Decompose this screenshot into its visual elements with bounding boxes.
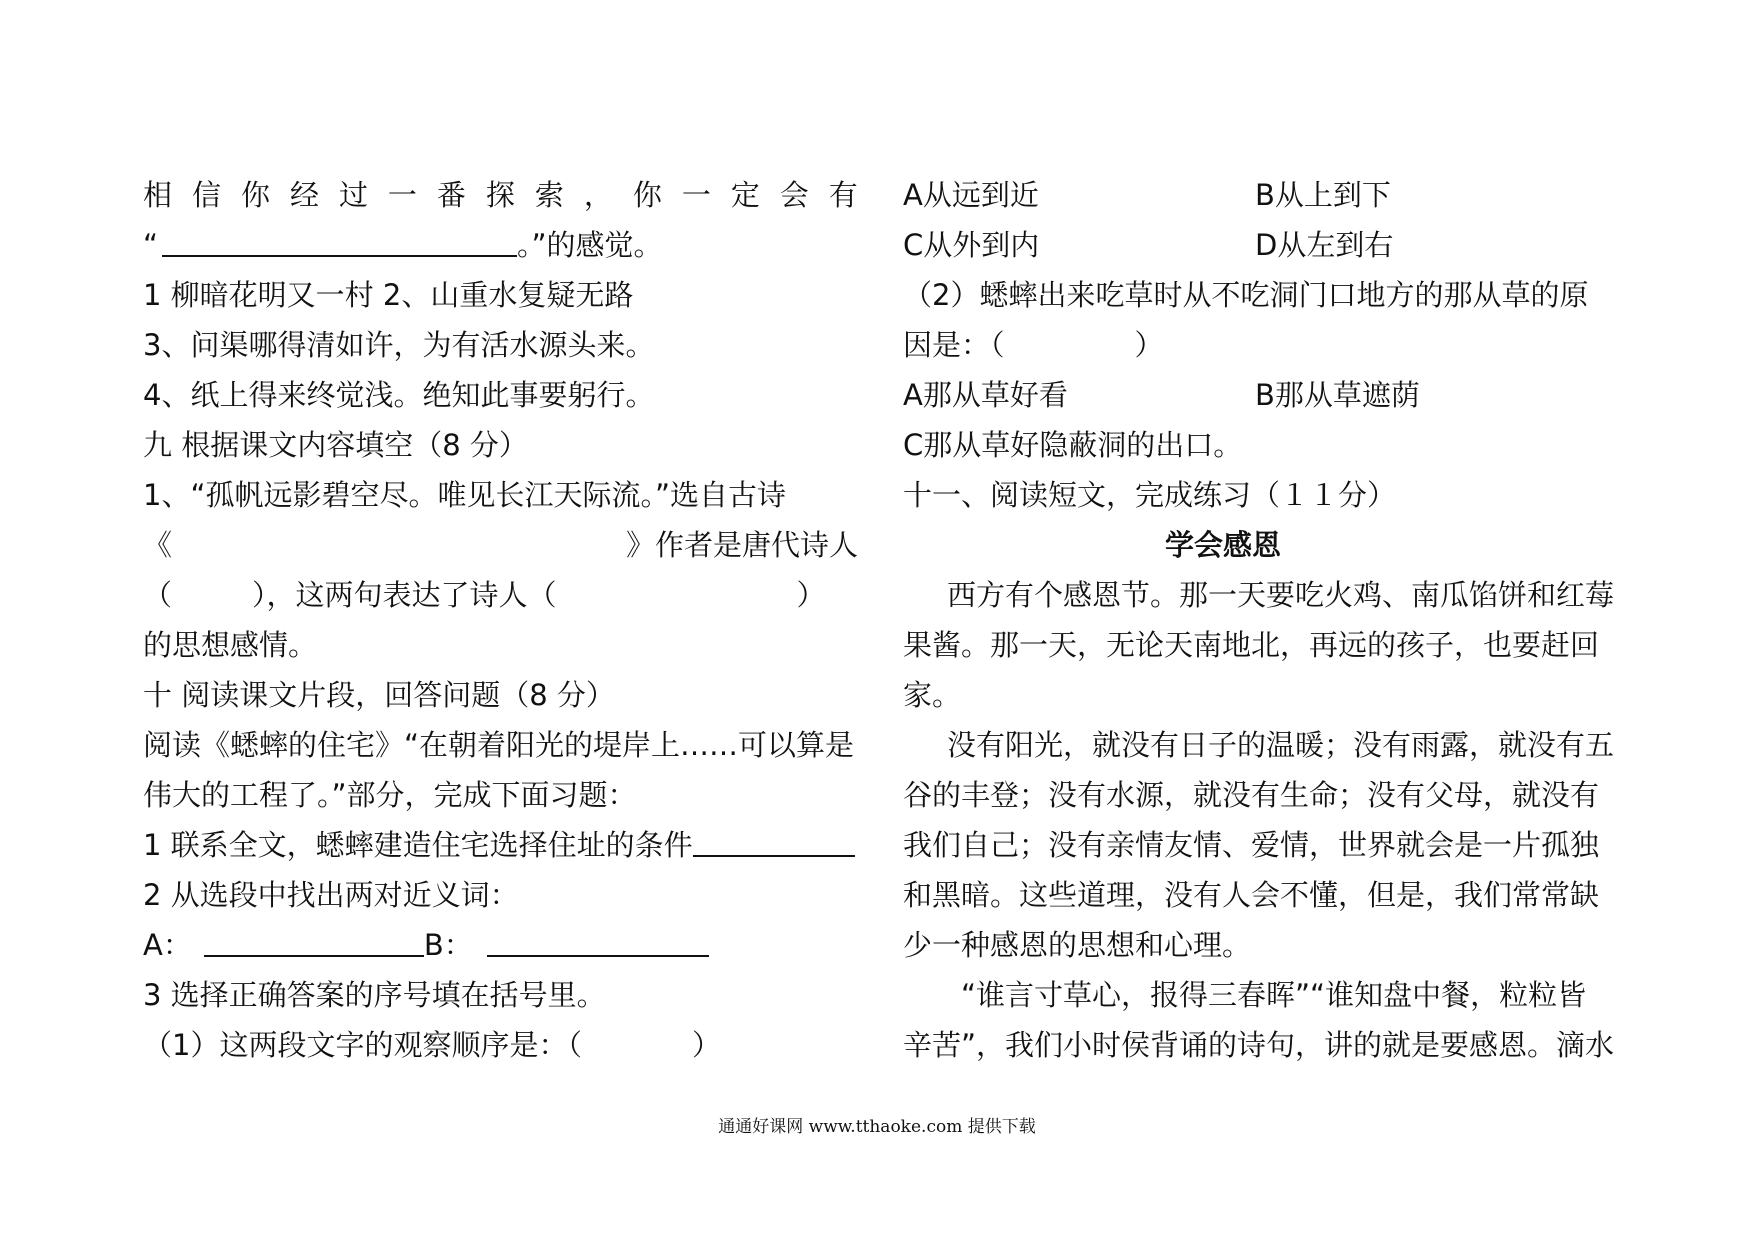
q9-1-middle: ），这两句表达了诗人（ bbox=[252, 578, 557, 612]
q10-3-2-text: 因是：（ bbox=[903, 328, 1005, 362]
line-2 bbox=[143, 227, 663, 263]
option-b-top-to-bottom: B从上到下 bbox=[1255, 178, 1391, 212]
open-quote: “ bbox=[143, 228, 159, 262]
book-title-open: 《 bbox=[143, 528, 173, 562]
q9-1-line-d: 的思想感情。 bbox=[143, 628, 318, 662]
p2-line-5: 少一种感恩的思想和心理。 bbox=[903, 928, 1252, 962]
paren-close-feeling: ） bbox=[796, 578, 826, 612]
line-1-char: 有 bbox=[828, 178, 858, 212]
option-line-1-2: 1 柳暗花明又一村 2、山重水复疑无路 bbox=[143, 278, 634, 312]
line-1-char: 定 bbox=[730, 178, 760, 212]
q10-intro-line-a: 阅读《蟋蟀的住宅》“在朝着阳光的堤岸上……可以算是 bbox=[143, 728, 855, 762]
q10-1-text: 1 联系全文，蟋蟀建造住宅选择住址的条件 bbox=[143, 828, 693, 862]
option-d-left-to-right: D从左到右 bbox=[1255, 228, 1394, 262]
q10-intro-line-b: 伟大的工程了。”部分，完成下面习题： bbox=[143, 778, 637, 812]
p1-line-1: 西方有个感恩节。那一天要吃火鸡、南瓜馅饼和红莓 bbox=[947, 578, 1615, 612]
label-b: B： bbox=[423, 928, 473, 962]
q10-3-line: 3 选择正确答案的序号填在括号里。 bbox=[143, 978, 606, 1012]
q9-1-line-c bbox=[143, 577, 826, 613]
line-1-char: 索 bbox=[534, 178, 564, 212]
option-line-3: 3、问渠哪得清如许，为有活水源头来。 bbox=[143, 328, 655, 362]
p3-line-1: “谁言寸草心，报得三春晖”“谁知盘中餐，粒粒皆 bbox=[961, 978, 1587, 1012]
line-1-char: 探 bbox=[485, 178, 515, 212]
answer-blank-a[interactable] bbox=[204, 929, 424, 957]
line-1-char: 一 bbox=[387, 178, 417, 212]
line-1-char: 你 bbox=[632, 178, 662, 212]
answer-blank-b[interactable] bbox=[487, 929, 709, 957]
section-11-heading: 十一、阅读短文，完成练习（１１分） bbox=[903, 478, 1397, 512]
section-10-heading: 十 阅读课文片段，回答问题（8 分） bbox=[143, 678, 615, 712]
q10-2-answers bbox=[143, 927, 709, 963]
option-c-outside-to-inside: C从外到内 bbox=[903, 228, 1040, 262]
p2-line-4: 和黑暗。这些道理，没有人会不懂，但是，我们常常缺 bbox=[903, 878, 1600, 912]
p1-line-3: 家。 bbox=[903, 678, 962, 712]
q10-1-line bbox=[143, 827, 855, 863]
option-a-looks-good: A那从草好看 bbox=[903, 378, 1068, 412]
p3-line-2: 辛苦”，我们小时侯背诵的诗句，讲的就是要感恩。滴水 bbox=[903, 1028, 1615, 1062]
option-line-4: 4、纸上得来终觉浅。绝知此事要躬行。 bbox=[143, 378, 655, 412]
paren-close-reason: ） bbox=[1134, 328, 1164, 362]
page-footer: 通通好课网 www.tthaoke.com 提供下载 bbox=[718, 1117, 1036, 1137]
line-1-char: 会 bbox=[779, 178, 809, 212]
line-1-char: 一 bbox=[681, 178, 711, 212]
label-a: A： bbox=[143, 928, 192, 962]
paren-close-order: ） bbox=[691, 1028, 721, 1062]
q10-3-1-line bbox=[143, 1027, 721, 1063]
line-1-char: ， bbox=[583, 178, 613, 212]
p2-line-3: 我们自己；没有亲情友情、爱情，世界就会是一片孤独 bbox=[903, 828, 1600, 862]
line-1-char: 你 bbox=[240, 178, 270, 212]
p1-line-2: 果酱。那一天，无论天南地北，再远的孩子，也要赶回 bbox=[903, 628, 1600, 662]
section-9-heading: 九 根据课文内容填空（8 分） bbox=[143, 428, 528, 462]
option-c-hide-exit: C那从草好隐蔽洞的出口。 bbox=[903, 428, 1243, 462]
line-1-char: 过 bbox=[338, 178, 368, 212]
option-b-shade: B那从草遮荫 bbox=[1255, 378, 1420, 412]
q10-2-line: 2 从选段中找出两对近义词： bbox=[143, 878, 519, 912]
p2-line-2: 谷的丰登；没有水源，就没有生命；没有父母，就没有 bbox=[903, 778, 1600, 812]
p2-line-1: 没有阳光，就没有日子的温暖；没有雨露，就没有五 bbox=[947, 728, 1615, 762]
line-1-char: 经 bbox=[289, 178, 319, 212]
book-title-close: 》作者是唐代诗人 bbox=[625, 528, 858, 562]
line-1-char: 番 bbox=[436, 178, 466, 212]
answer-blank-site-conditions[interactable] bbox=[693, 829, 855, 857]
q10-3-2-line-b bbox=[903, 327, 1164, 363]
q10-3-1-text: （1）这两段文字的观察顺序是：（ bbox=[143, 1028, 582, 1062]
passage-title: 学会感恩 bbox=[1164, 528, 1281, 562]
close-text: 。”的感觉。 bbox=[517, 228, 663, 262]
line-1-char: 信 bbox=[191, 178, 221, 212]
line-1 bbox=[143, 177, 858, 213]
answer-blank-feeling[interactable] bbox=[162, 229, 517, 257]
line-1-char: 相 bbox=[143, 178, 173, 212]
q9-1-line-a: 1、“孤帆远影碧空尽。唯见长江天际流。”选自古诗 bbox=[143, 478, 786, 512]
q9-1-line-b bbox=[143, 527, 858, 563]
q10-3-2-line-a: （2）蟋蟀出来吃草时从不吃洞门口地方的那从草的原 bbox=[903, 278, 1589, 312]
paren-open-poet: （ bbox=[143, 578, 173, 612]
option-a-far-to-near: A从远到近 bbox=[903, 178, 1039, 212]
